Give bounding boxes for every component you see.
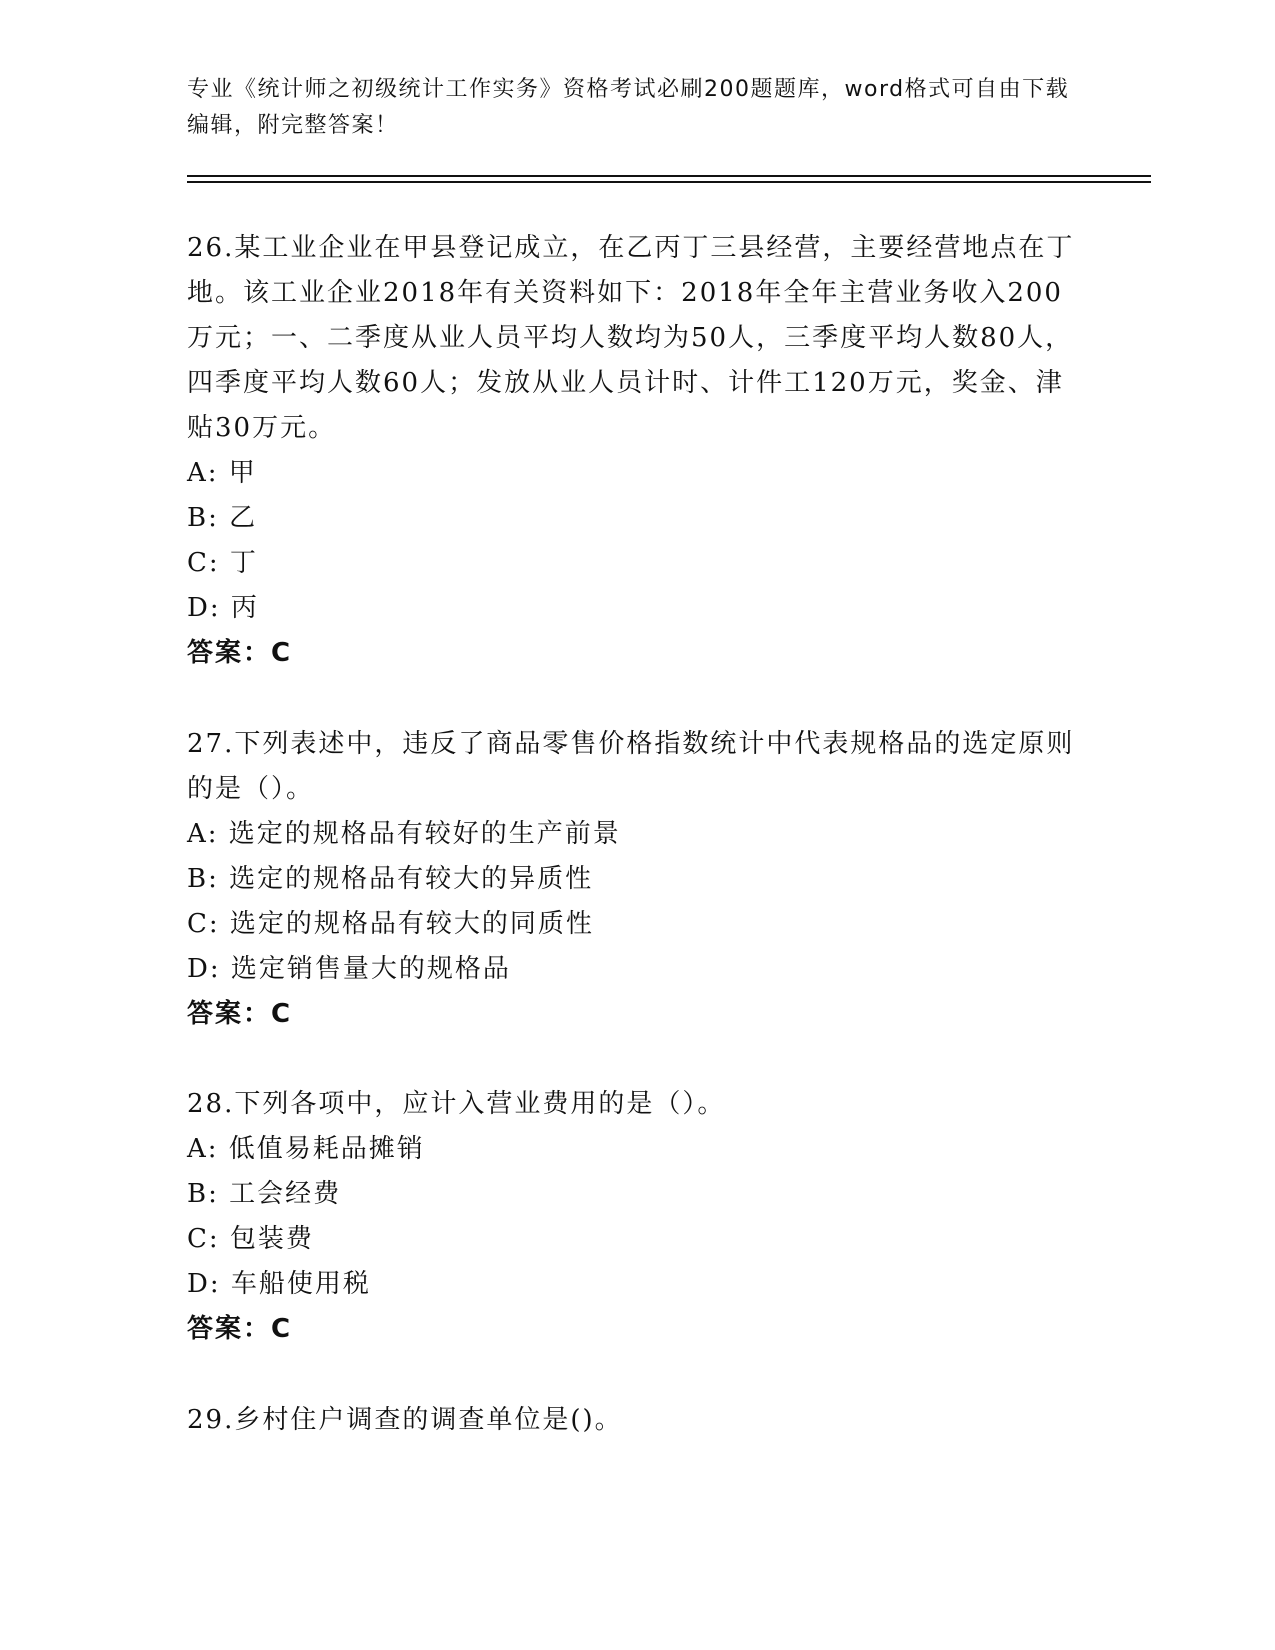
question-28	[187, 1082, 1087, 1352]
option-b: B: 乙	[187, 503, 258, 533]
option-c: C: 丁	[187, 548, 258, 578]
question-stem: 26.某工业企业在甲县登记成立，在乙丙丁三县经营，主要经营地点在丁地。该工业企业2018年有关资料如下：2018年全年主营业务收入200万元；一、二季度从业人员平均人数均为50人，三季度平均人数80人，四季度平均人数60人；发放从业人员计时、计件工120万元，奖金、津贴30万元。	[187, 233, 1075, 443]
option-d: D: 丙	[187, 593, 259, 623]
question-27	[187, 722, 1087, 1037]
question-stem: 27.下列表述中，违反了商品零售价格指数统计中代表规格品的选定原则的是（）。	[187, 729, 1075, 804]
question-stem: 29.乡村住户调查的调查单位是()。	[187, 1405, 623, 1435]
header-divider-line-2	[187, 181, 1151, 183]
answer-line: 答案：C	[187, 1314, 293, 1344]
option-a: A: 甲	[187, 458, 257, 488]
option-b: B: 选定的规格品有较大的异质性	[187, 864, 594, 894]
answer-line: 答案：C	[187, 999, 293, 1029]
option-c: C: 包装费	[187, 1224, 314, 1254]
option-d: D: 选定销售量大的规格品	[187, 954, 511, 984]
option-c: C: 选定的规格品有较大的同质性	[187, 909, 594, 939]
option-a: A: 低值易耗品摊销	[187, 1134, 425, 1164]
answer-line: 答案：C	[187, 638, 293, 668]
option-b: B: 工会经费	[187, 1179, 342, 1209]
option-a: A: 选定的规格品有较好的生产前景	[187, 819, 621, 849]
header-divider-line-1	[187, 175, 1151, 177]
question-stem: 28.下列各项中，应计入营业费用的是（）。	[187, 1089, 726, 1119]
question-26	[187, 226, 1087, 676]
option-d: D: 车船使用税	[187, 1269, 371, 1299]
question-29	[187, 1398, 1087, 1443]
document-header: 专业《统计师之初级统计工作实务》资格考试必刷200题题库，word格式可自由下载编辑，附完整答案！	[187, 77, 1070, 138]
